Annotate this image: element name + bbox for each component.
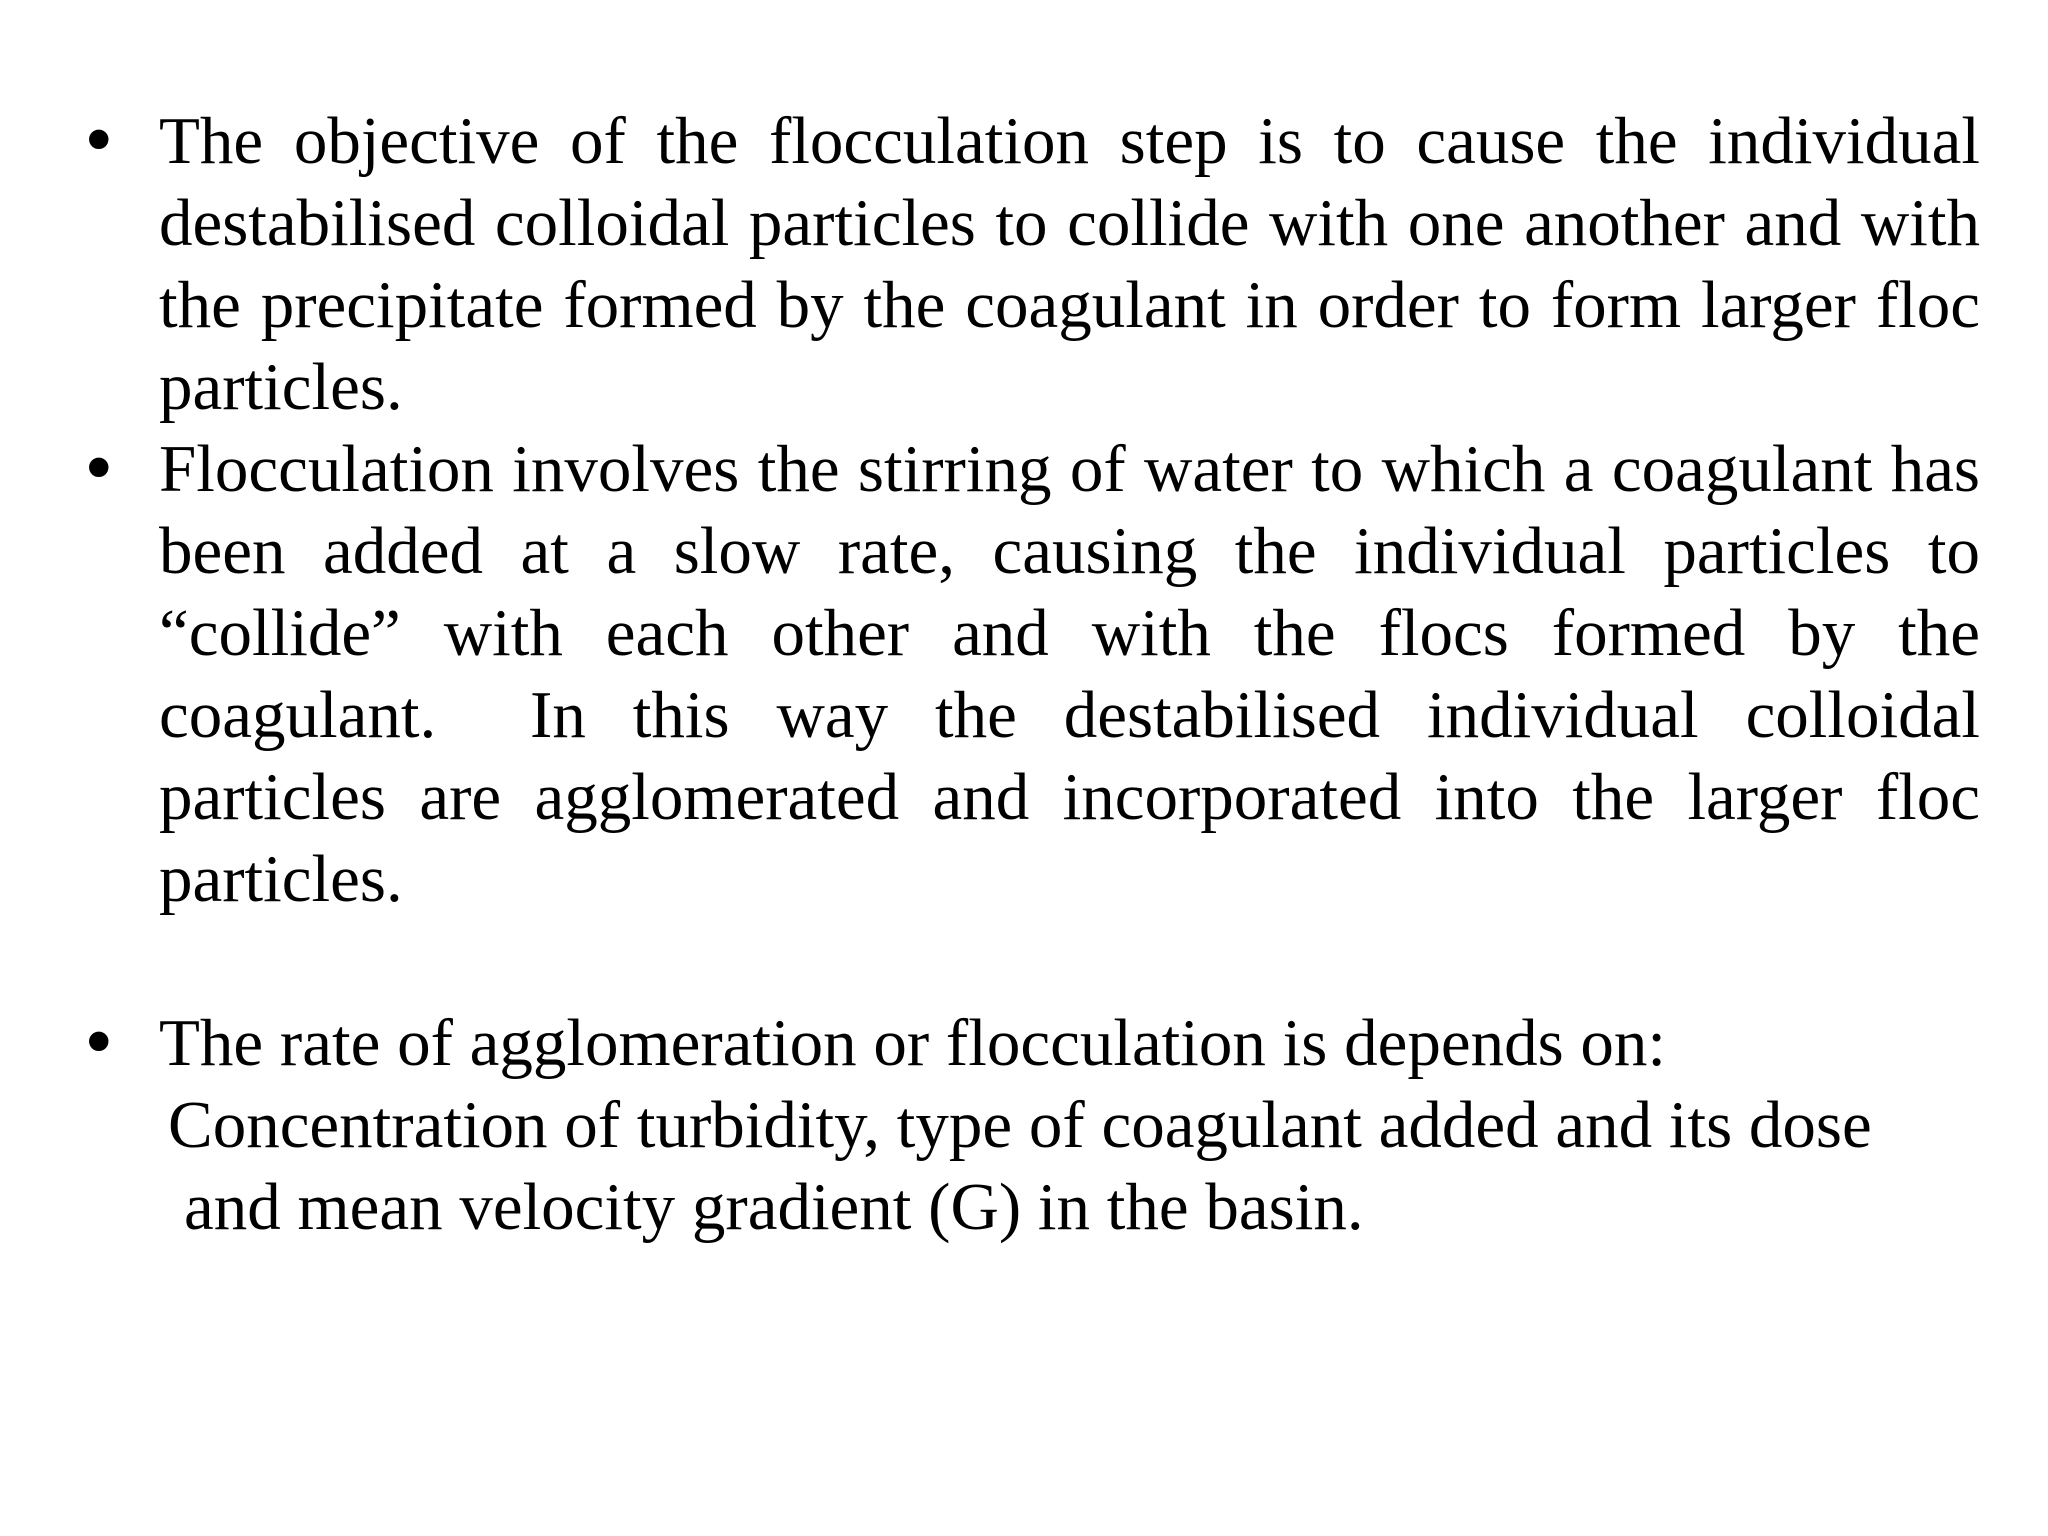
bullet-dot-icon [79,100,119,182]
continuation-line: Concentration of turbidity, type of coagulant added and its dose [168,1088,1872,1162]
spacer [0,920,2048,1002]
bullet-dot-icon [79,1002,119,1084]
bullet-text: Flocculation involves the stirring of water to which a coagulant has been added at a slow rate, causing the individual particles to “collide” with each other and with the flocs formed by the coagulant. In this way the destabilised individual colloidal particles are agglomerated and incorporated into the larger floc particles. [159,432,1997,916]
bullet-text: The rate of agglomeration or flocculation is depends on: [159,1006,1667,1080]
bullet-text: The objective of the flocculation step is to cause the individual destabilised colloidal particles to collide with one another and with the precipitate formed by the coagulant in order to form larger floc particles. [159,104,1997,424]
bullet-list [0,100,2048,1248]
bullet-item-flocculation-process [159,428,1997,920]
continuation-line: and mean velocity gradient (G) in the basin. [184,1170,1364,1244]
bullet-item-flocculation-objective [159,100,1997,428]
bullet-item-flocculation-rate [159,1002,1980,1084]
bullet-dot-icon [79,428,119,510]
